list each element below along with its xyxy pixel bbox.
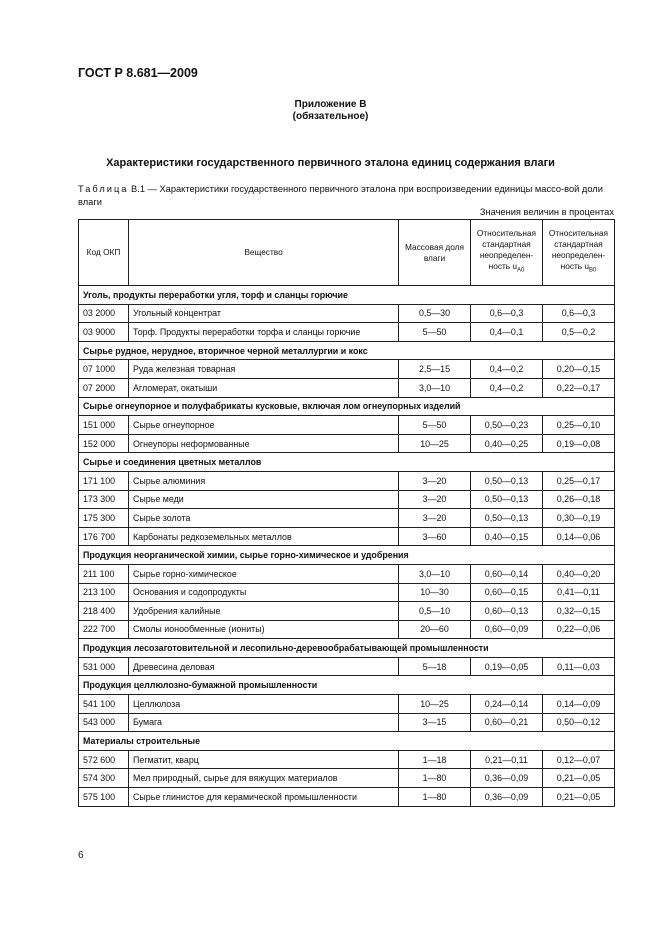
cell-substance: Древесина деловая [129,657,399,676]
section-title: Сырье рудное, нерудное, вторичное черной металлургии и кокс [79,341,615,360]
cell-substance: Бумага [129,713,399,732]
section-title: Сырье и соединения цветных металлов [79,453,615,472]
table-row [79,583,615,602]
cell-mass-fraction: 3—20 [399,490,471,509]
cell-mass-fraction: 0,5—10 [399,602,471,621]
table-header-row [79,220,615,286]
cell-substance: Агломерат, окатыши [129,378,399,397]
cell-uncertainty-b: 0,50—0,12 [543,713,615,732]
section-row [79,397,615,416]
section-title: Уголь, продукты переработки угля, торф и сланцы горючие [79,286,615,305]
table-row [79,416,615,435]
cell-mass-fraction: 20—60 [399,620,471,639]
cell-uncertainty-b: 0,22—0,17 [543,378,615,397]
section-row [79,732,615,751]
cell-mass-fraction: 3,0—10 [399,564,471,583]
section-title: Продукция лесозаготовительной и лесопильно-деревообрабатывающей промышленности [79,639,615,658]
section-row [79,453,615,472]
table-row [79,527,615,546]
cell-uncertainty-b: 0,12—0,07 [543,750,615,769]
cell-substance: Сырье алюминия [129,471,399,490]
cell-mass-fraction: 3—20 [399,471,471,490]
cell-uncertainty-b: 0,14—0,06 [543,527,615,546]
table-row [79,490,615,509]
units-note: Значения величин в процентах [479,207,614,217]
appendix-heading [0,99,661,123]
cell-uncertainty-b: 0,5—0,2 [543,323,615,342]
cell-uncertainty-a: 0,60—0,13 [471,602,543,621]
cell-uncertainty-a: 0,4—0,2 [471,360,543,379]
cell-code: 171 100 [79,471,129,490]
cell-mass-fraction: 10—25 [399,434,471,453]
table-row [79,304,615,323]
cell-substance: Сырье глинистое для керамической промышленности [129,788,399,807]
cell-mass-fraction: 10—30 [399,583,471,602]
cell-substance: Смолы ионообменные (иониты) [129,620,399,639]
table-row [79,564,615,583]
cell-uncertainty-a: 0,21—0,11 [471,750,543,769]
cell-substance: Мел природный, сырье для вяжущих материалов [129,769,399,788]
cell-code: 03 9000 [79,323,129,342]
page-number: 6 [78,850,84,861]
header-mass-fraction: Массовая доля влаги [399,220,471,286]
table-row [79,695,615,714]
cell-uncertainty-b: 0,21—0,05 [543,788,615,807]
table-body [79,286,615,807]
cell-substance: Карбонаты редкоземельных металлов [129,527,399,546]
cell-uncertainty-a: 0,36—0,09 [471,788,543,807]
cell-uncertainty-a: 0,50—0,23 [471,416,543,435]
section-row [79,639,615,658]
cell-uncertainty-a: 0,36—0,09 [471,769,543,788]
table-row [79,434,615,453]
cell-mass-fraction: 3—15 [399,713,471,732]
header-uncertainty-b: Относительная стандартная неопределен-ность $u_{B0}$ [543,220,615,286]
cell-mass-fraction: 1—80 [399,769,471,788]
cell-uncertainty-b: 0,25—0,17 [543,471,615,490]
cell-substance: Угольный концентрат [129,304,399,323]
section-title: Продукция целлюлозно-бумажной промышленности [79,676,615,695]
cell-uncertainty-a: 0,60—0,09 [471,620,543,639]
cell-uncertainty-b: 0,41—0,11 [543,583,615,602]
table-row [79,713,615,732]
table-row [79,769,615,788]
cell-code: 173 300 [79,490,129,509]
cell-mass-fraction: 3—60 [399,527,471,546]
cell-uncertainty-b: 0,25—0,10 [543,416,615,435]
characteristics-table [78,219,615,807]
cell-substance: Сырье золота [129,509,399,528]
table-caption-label: Таблица [78,184,129,194]
cell-substance: Сырье горно-химическое [129,564,399,583]
table-row [79,509,615,528]
cell-substance: Огнеупоры неформованные [129,434,399,453]
cell-code: 03 2000 [79,304,129,323]
section-title: Материалы строительные [79,732,615,751]
cell-uncertainty-b: 0,32—0,15 [543,602,615,621]
header-substance: Вещество [129,220,399,286]
cell-substance: Целлюлоза [129,695,399,714]
cell-code: 07 2000 [79,378,129,397]
cell-substance: Пегматит, кварц [129,750,399,769]
table-row [79,360,615,379]
cell-mass-fraction: 10—25 [399,695,471,714]
table-row [79,602,615,621]
cell-uncertainty-b: 0,26—0,18 [543,490,615,509]
cell-substance: Торф. Продукты переработки торфа и сланцы горючие [129,323,399,342]
cell-mass-fraction: 5—18 [399,657,471,676]
table-row [79,620,615,639]
cell-uncertainty-a: 0,4—0,1 [471,323,543,342]
cell-mass-fraction: 3,0—10 [399,378,471,397]
cell-code: 541 100 [79,695,129,714]
section-row [79,341,615,360]
table-caption [78,183,614,208]
cell-uncertainty-a: 0,40—0,15 [471,527,543,546]
cell-uncertainty-a: 0,40—0,25 [471,434,543,453]
cell-code: 531 000 [79,657,129,676]
cell-code: 07 1000 [79,360,129,379]
cell-substance: Удобрения калийные [129,602,399,621]
document-id: ГОСТ Р 8.681—2009 [78,66,198,80]
cell-uncertainty-b: 0,6—0,3 [543,304,615,323]
cell-uncertainty-a: 0,50—0,13 [471,490,543,509]
cell-mass-fraction: 5—50 [399,323,471,342]
cell-code: 175 300 [79,509,129,528]
table-row [79,657,615,676]
section-title: Продукция неорганической химии, сырье горно-химическое и удобрения [79,546,615,565]
cell-uncertainty-a: 0,24—0,14 [471,695,543,714]
cell-mass-fraction: 1—18 [399,750,471,769]
section-row [79,546,615,565]
cell-substance: Сырье меди [129,490,399,509]
cell-uncertainty-a: 0,50—0,13 [471,471,543,490]
cell-mass-fraction: 1—80 [399,788,471,807]
page-title: Характеристики государственного первичного эталона единиц содержания влаги [106,157,555,169]
appendix-label: Приложение В [294,99,367,110]
cell-mass-fraction: 2,5—15 [399,360,471,379]
cell-mass-fraction: 3—20 [399,509,471,528]
header-uncertainty-a: Относительная стандартная неопределен-ность $u_{A0}$ [471,220,543,286]
cell-uncertainty-a: 0,60—0,14 [471,564,543,583]
cell-code: 211 100 [79,564,129,583]
appendix-status: (обязательное) [292,111,369,122]
cell-code: 176 700 [79,527,129,546]
table-row [79,750,615,769]
cell-uncertainty-b: 0,11—0,03 [543,657,615,676]
table-row [79,788,615,807]
cell-uncertainty-a: 0,60—0,15 [471,583,543,602]
cell-uncertainty-a: 0,19—0,05 [471,657,543,676]
cell-code: 151 000 [79,416,129,435]
cell-uncertainty-b: 0,19—0,08 [543,434,615,453]
cell-uncertainty-a: 0,60—0,21 [471,713,543,732]
cell-uncertainty-b: 0,40—0,20 [543,564,615,583]
cell-uncertainty-b: 0,22—0,06 [543,620,615,639]
table-row [79,378,615,397]
section-row [79,676,615,695]
cell-substance: Сырье огнеупорное [129,416,399,435]
cell-code: 213 100 [79,583,129,602]
cell-uncertainty-a: 0,6—0,3 [471,304,543,323]
table-caption-text: В.1 — Характеристики государственного первичного эталона при воспроизведении единицы массо-вой доли влаги [78,184,603,207]
cell-code: 575 100 [79,788,129,807]
section-row [79,286,615,305]
table-row [79,323,615,342]
cell-code: 222 700 [79,620,129,639]
cell-substance: Руда железная товарная [129,360,399,379]
cell-code: 152 000 [79,434,129,453]
cell-uncertainty-a: 0,4—0,2 [471,378,543,397]
cell-uncertainty-b: 0,21—0,05 [543,769,615,788]
table-row [79,471,615,490]
cell-mass-fraction: 5—50 [399,416,471,435]
header-code: Код ОКП [79,220,129,286]
cell-code: 543 000 [79,713,129,732]
cell-uncertainty-b: 0,20—0,15 [543,360,615,379]
cell-code: 218 400 [79,602,129,621]
cell-substance: Основания и содопродукты [129,583,399,602]
cell-mass-fraction: 0,5—30 [399,304,471,323]
cell-uncertainty-b: 0,14—0,09 [543,695,615,714]
cell-code: 572 600 [79,750,129,769]
cell-code: 574 300 [79,769,129,788]
cell-uncertainty-a: 0,50—0,13 [471,509,543,528]
section-title: Сырье огнеупорное и полуфабрикаты кусковые, включая лом огнеупорных изделий [79,397,615,416]
cell-uncertainty-b: 0,30—0,19 [543,509,615,528]
